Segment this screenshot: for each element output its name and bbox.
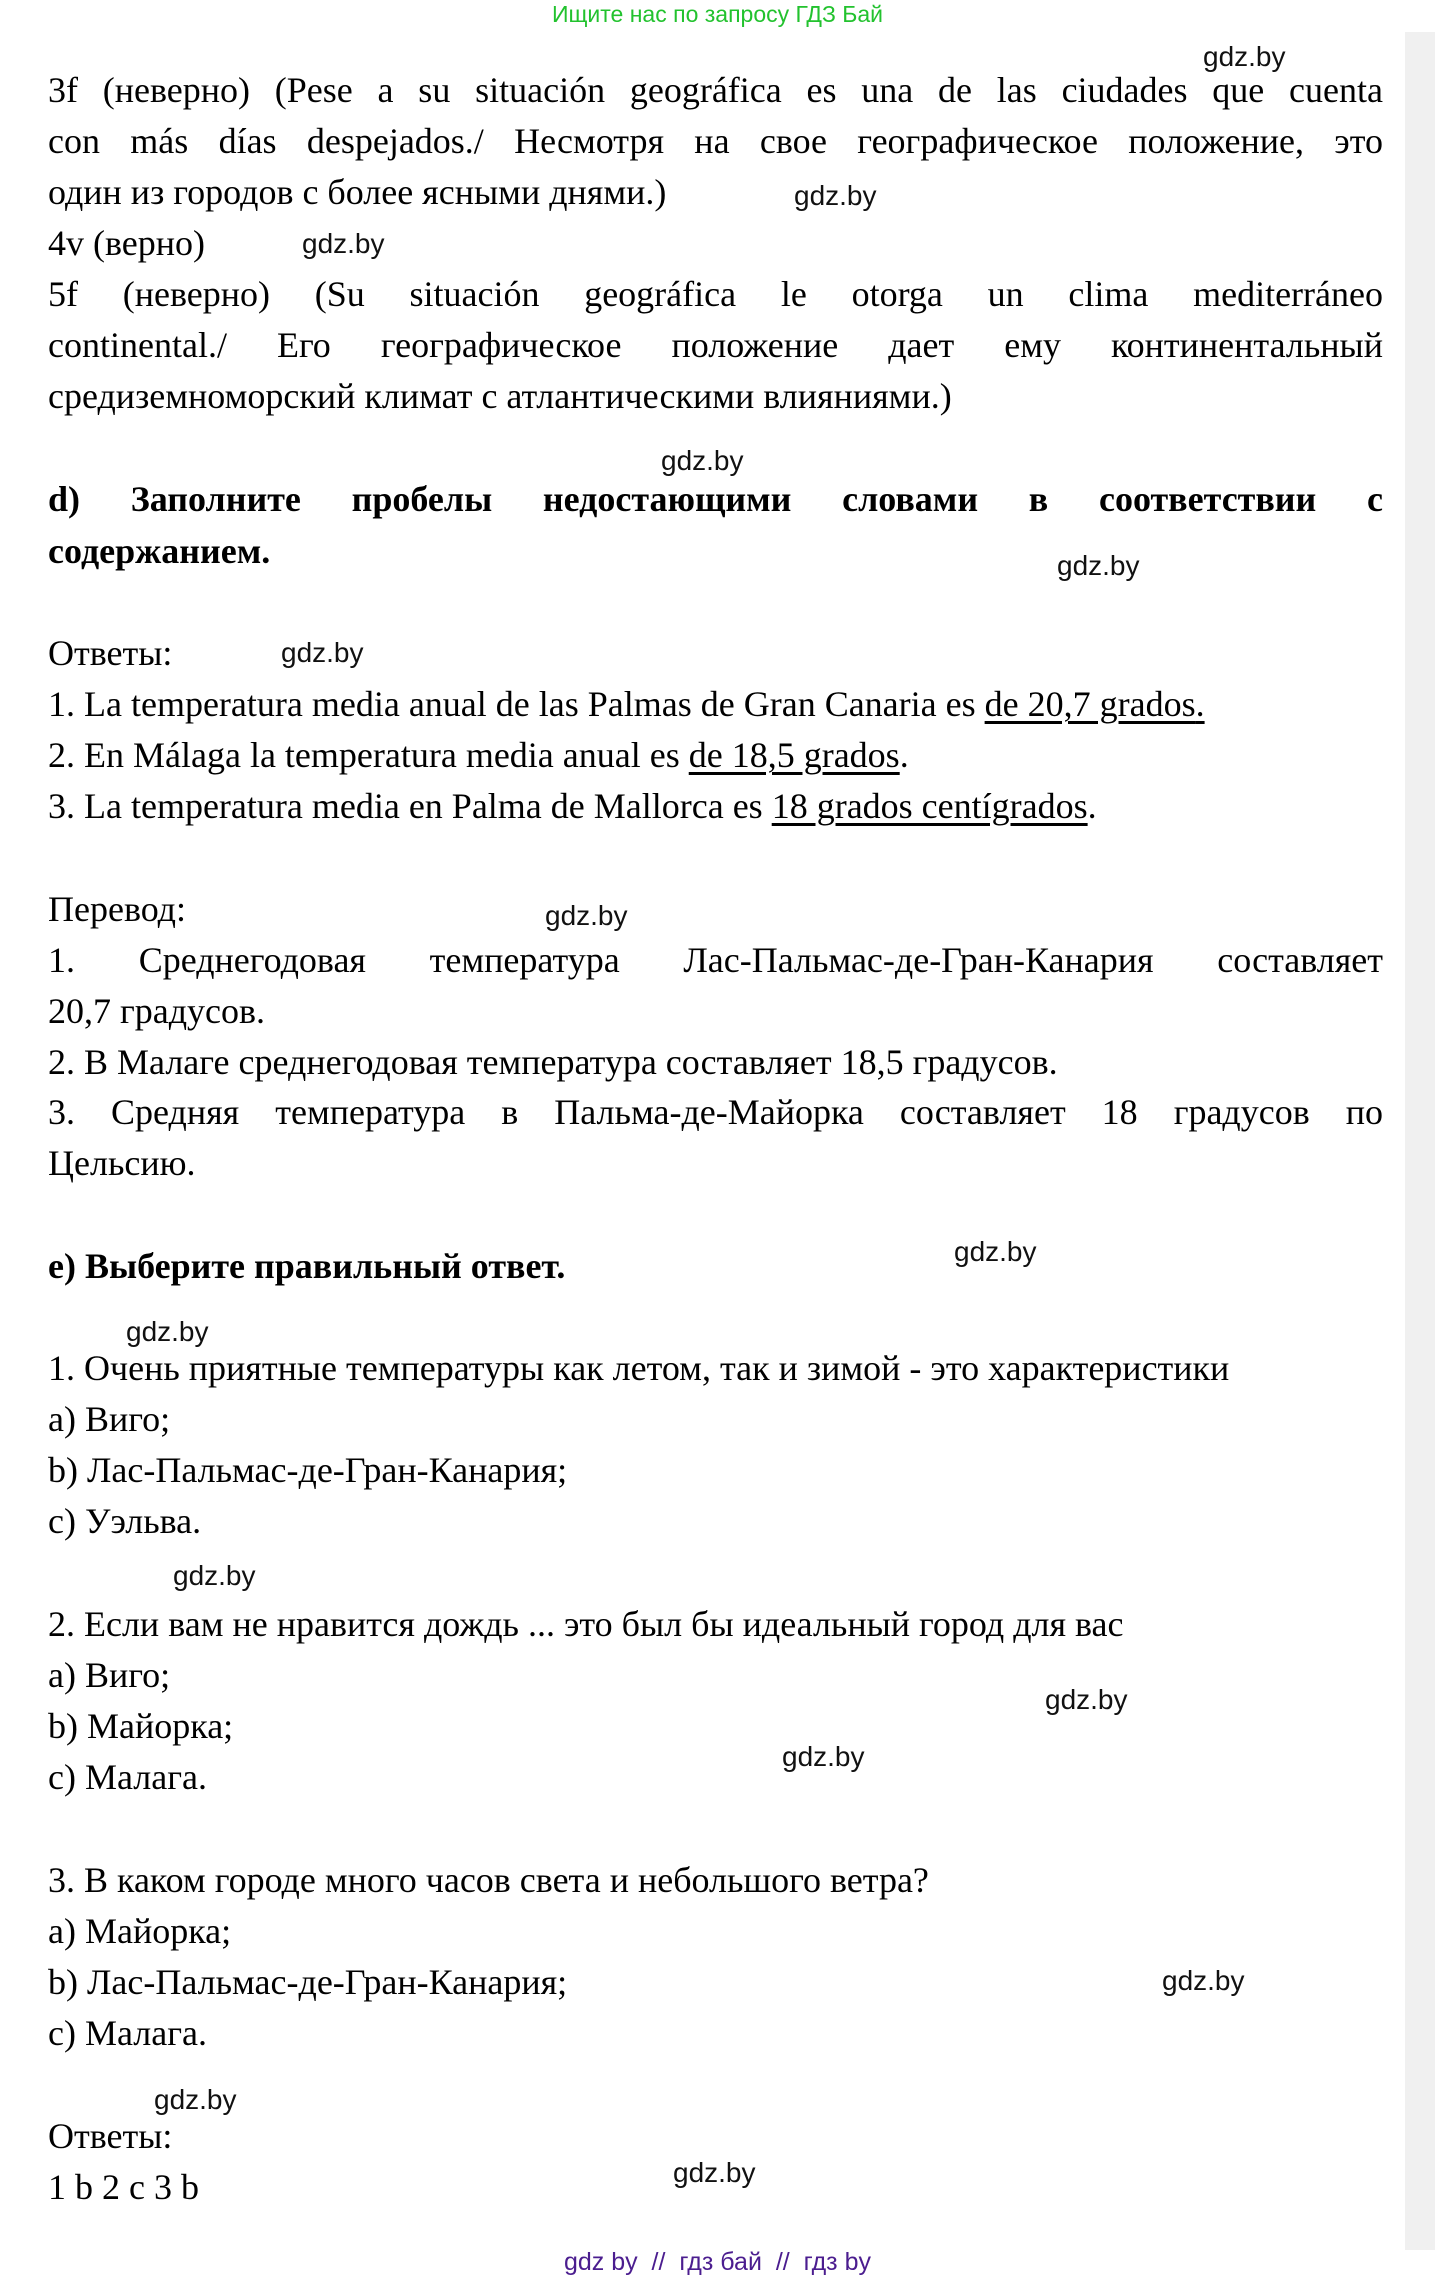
question-2-option-c: c) Малага. (48, 1757, 207, 1797)
section-d-heading-line-1: d) Заполните пробелы недостающими словами в соответствии с (48, 479, 1383, 519)
question-3: 3. В каком городе много часов света и небольшого ветра? (48, 1860, 929, 1900)
answer-punct: . (899, 735, 909, 775)
section-d-answer-1 (48, 679, 1383, 730)
translation-line-2: 20,7 градусов. (48, 991, 266, 1031)
answer-text: 1. La temperatura media anual de las Palmas de Gran Canaria es (48, 684, 985, 724)
answer-5f-line-2: continental./ Его географическое положение дает ему континентальный (48, 325, 1383, 365)
watermark: gdz.by (154, 2084, 237, 2115)
question-1: 1. Очень приятные температуры как летом, так и зимой - это характеристики (48, 1348, 1230, 1388)
side-scrollbar-track[interactable] (1405, 32, 1435, 2250)
section-d-heading-line-2: содержанием. (48, 531, 271, 571)
answer-3f-line-3: один из городов с более ясными днями.) (48, 172, 667, 212)
watermark: gdz.by (1203, 41, 1286, 72)
watermark: gdz.by (173, 1560, 256, 1591)
watermark: gdz.by (1045, 1684, 1128, 1715)
translation-line-3: 2. В Малаге среднегодовая температура составляет 18,5 градусов. (48, 1042, 1058, 1082)
question-1-option-c: c) Уэльва. (48, 1501, 202, 1541)
watermark: gdz.by (661, 445, 744, 476)
answer-text: 3. La temperatura media en Palma de Mallorca es (48, 786, 772, 826)
answer-fill: de 18,5 grados (688, 735, 900, 775)
answer-4v: 4v (верно) (48, 223, 206, 263)
watermark: gdz.by (673, 2157, 756, 2188)
translation-line-1: 1. Среднегодовая температура Лас-Пальмас-де-Гран-Канария составляет (48, 940, 1383, 980)
translation-line-5: Цельсию. (48, 1143, 196, 1183)
question-2-option-b: b) Майорка; (48, 1706, 234, 1746)
watermark: gdz.by (281, 637, 364, 668)
section-d-answer-3 (48, 781, 1383, 832)
answer-5f-line-1: 5f (неверно) (Su situación geográfica le otorga un clima mediterráneo (48, 274, 1383, 314)
answer-text: 2. En Málaga la temperatura media anual es (48, 735, 689, 775)
answer-3f-line-1: 3f (неверно) (Pese a su situación geográfica es una de las ciudades que cuenta (48, 70, 1383, 110)
watermark: gdz.by (782, 1741, 865, 1772)
answer-punct: . (1195, 684, 1205, 724)
question-1-option-a: a) Виго; (48, 1399, 171, 1439)
answer-punct: . (1087, 786, 1097, 826)
watermark: gdz.by (1162, 1965, 1245, 1996)
answer-fill: 18 grados centígrados (771, 786, 1088, 826)
answer-5f-line-3: средиземноморский климат с атлантическими влияниями.) (48, 376, 952, 416)
watermark: gdz.by (1057, 550, 1140, 581)
watermark: gdz.by (794, 180, 877, 211)
footer-links[interactable]: gdz by // гдз бай // гдз by (563, 2248, 871, 2276)
watermark: gdz.by (954, 1236, 1037, 1267)
section-d-answers-label: Ответы: (48, 633, 173, 673)
watermark: gdz.by (302, 228, 385, 259)
section-e-answers-value: 1 b 2 c 3 b (48, 2167, 199, 2207)
translation-line-4: 3. Средняя температура в Пальма-де-Майорка составляет 18 градусов по (48, 1092, 1383, 1132)
question-3-option-b: b) Лас-Пальмас-де-Гран-Канария; (48, 1962, 568, 2002)
question-3-option-a: a) Майорка; (48, 1911, 232, 1951)
question-2: 2. Если вам не нравится дождь ... это был бы идеальный город для вас (48, 1604, 1124, 1644)
watermark: gdz.by (126, 1316, 209, 1347)
question-2-option-a: a) Виго; (48, 1655, 171, 1695)
question-1-option-b: b) Лас-Пальмас-де-Гран-Канария; (48, 1450, 568, 1490)
section-e-heading: e) Выберите правильный ответ. (48, 1246, 566, 1286)
search-banner[interactable]: Ищите нас по запросу ГДЗ Бай (551, 1, 884, 27)
answer-fill: de 20,7 grados (984, 684, 1196, 724)
watermark: gdz.by (545, 900, 628, 931)
section-d-answer-2 (48, 730, 1383, 781)
question-3-option-c: c) Малага. (48, 2013, 207, 2053)
section-e-answers-label: Ответы: (48, 2116, 173, 2156)
translation-label: Перевод: (48, 889, 186, 929)
answer-3f-line-2: con más días despejados./ Несмотря на свое географическое положение, это (48, 121, 1383, 161)
